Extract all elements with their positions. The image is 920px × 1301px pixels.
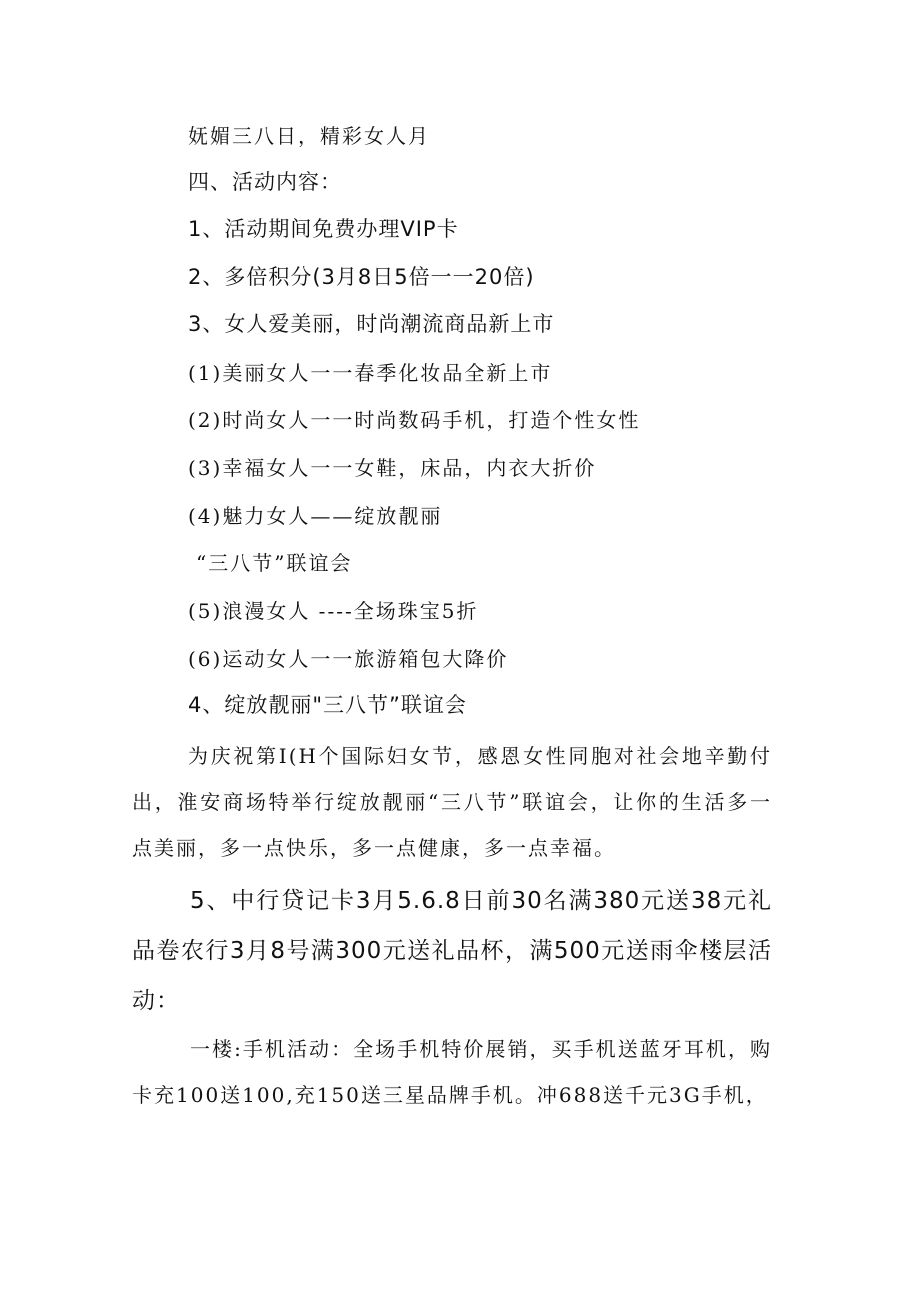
item-4: 4、绽放靓丽"三八节”联谊会: [188, 693, 467, 717]
sub-item-4: (4)魅力女人——绽放靓丽: [188, 504, 443, 528]
item-3: 3、女人爱美丽，时尚潮流商品新上市: [188, 312, 555, 336]
sub-item-2: (2)时尚女人一一时尚数码手机，打造个性女性: [188, 408, 641, 432]
item-2: 2、多倍积分(3月8日5倍一一20倍): [188, 265, 535, 289]
slogan-line: 妩媚三八日，精彩女人月: [188, 124, 430, 148]
item-1: 1、活动期间免费办理VIP卡: [188, 217, 459, 241]
sub-item-4-continuation: “三八节”联谊会: [196, 551, 353, 575]
sub-item-3: (3)幸福女人一一女鞋，床品，内衣大折价: [188, 456, 597, 480]
sub-item-5: (5)浪漫女人 ----全场珠宝5折: [188, 599, 479, 623]
paragraph-celebration: 为庆祝第I(H个国际妇女节，感恩女性同胞对社会地辛勤付出，淮安商场特举行绽放靓丽“三八节”联谊会，让你的生活多一点美丽，多一点快乐，多一点健康，多一点幸福。: [132, 744, 772, 860]
sub-item-6: (6)运动女人一一旅游箱包大降价: [188, 647, 509, 671]
sub-item-1: (1)美丽女人一一春季化妆品全新上市: [188, 361, 553, 385]
paragraph-bank-card-offers: 5、中行贷记卡3月5.6.8日前30名满380元送38元礼品卷农行3月8号满300元送礼品杯，满500元送雨伞楼层活动：: [132, 888, 772, 1014]
paragraph-first-floor-activities: 一楼:手机活动：全场手机特价展销，买手机送蓝牙耳机，购卡充100送100,充150送三星品牌手机。冲688送千元3G手机，: [132, 1037, 772, 1107]
section-heading-activity-content: 四、活动内容：: [188, 170, 342, 194]
